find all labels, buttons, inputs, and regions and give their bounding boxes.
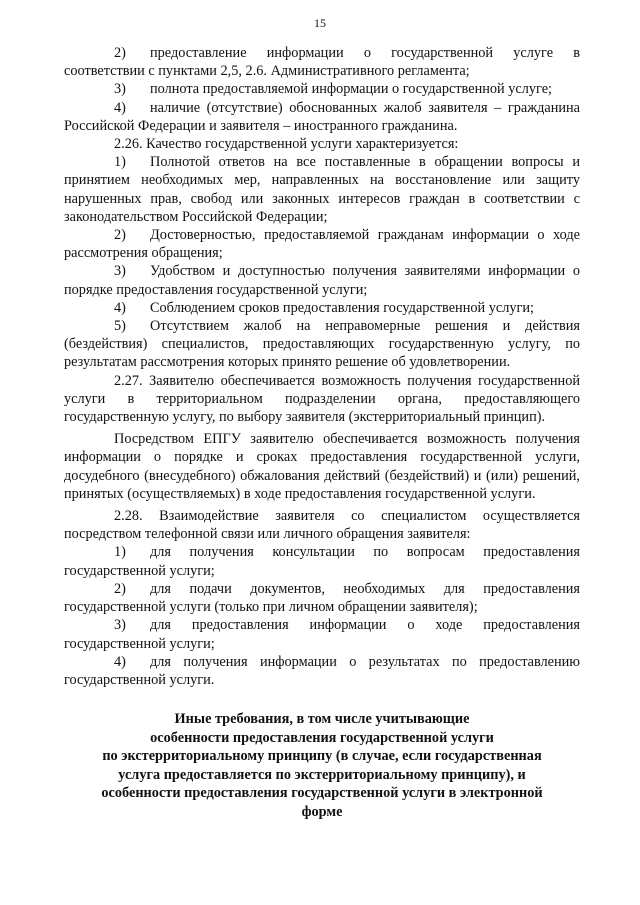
list-item-1-consultation: 1) для получения консультации по вопросам предоставления государственной услуги; — [64, 544, 580, 579]
list-item-2-info: 2) предоставление информации о государственной услуге в соответствии с пунктами 2,5, 2.6. Административного регламента; — [64, 45, 580, 80]
list-item-3-completeness: 3) полнота предоставляемой информации о государственной услуге; — [114, 81, 553, 98]
list-item-2-documents: 2) для подачи документов, необходимых для предоставления государственной услуги (только при личном обращении заявителя); — [64, 580, 580, 616]
page-number: 15 — [314, 16, 326, 30]
list-item-3-convenience: 3) Удобством и доступностью получения заявителями информации о порядке предоставления государственной услуги; — [64, 263, 580, 298]
heading-line: услуга предоставляется по экстерриториальному принципу), и — [118, 766, 526, 783]
heading-line: форме — [301, 803, 343, 820]
list-item-3-progress: 3) для предоставления информации о ходе предоставления государственной услуги; — [64, 617, 580, 652]
section-heading — [64, 710, 580, 822]
section-2-27: 2.27. Заявителю обеспечивается возможность получения государственной услуги в территориальном подразделении органа, предоставляющего государственную услугу, по выбору заявителя (экстерриториальный принцип). — [64, 372, 580, 426]
heading-line: особенности предоставления государственной услуги — [150, 729, 494, 746]
heading-line: особенности предоставления государственной услуги в электронной — [101, 785, 543, 802]
list-item-4-results: 4) для получения информации о результатах по предоставлению государственной услуги. — [64, 653, 580, 688]
epgu-paragraph: Посредством ЕПГУ заявителю обеспечивается возможность получения информации о порядке и сроках предоставления государственной услуги, досудебного (внесудебного) обжалования действий (бездействий) и (или) решений, принятых (осуществляемых) в ходе предоставления государственной услуги. — [64, 431, 580, 502]
section-2-28: 2.28. Взаимодействие заявителя со специалистом осуществляется посредством телефонной связи или личного обращения заявителя: — [64, 508, 580, 543]
list-item-5-no-complaints: 5) Отсутствием жалоб на неправомерные решения и действия (бездействия) специалистов, предоставляющих государственную услугу, по результатам рассмотрения которых принято решение об удовлетворении. — [64, 318, 580, 371]
list-item-1-answers: 1) Полнотой ответов на все поставленные в обращении вопросы и принятием необходимых мер, направленных на восстановление или защиту нарушенных прав, свобод или законных интересов граждан в соответствии с законодательством Российской Федерации; — [64, 154, 580, 225]
document-body — [64, 44, 580, 689]
list-item-2-accuracy: 2) Достоверностью, предоставляемой гражданам информации о ходе рассмотрения обращения; — [64, 227, 580, 262]
section-2-26: 2.26. Качество государственной услуги характеризуется: — [114, 136, 459, 153]
list-item-4-complaints: 4) наличие (отсутствие) обоснованных жалоб заявителя – гражданина Российской Федерации и заявителя – иностранного гражданина. — [64, 99, 580, 134]
list-item-4-deadlines: 4) Соблюдением сроков предоставления государственной услуги; — [114, 299, 534, 316]
heading-line: по экстерриториальному принципу (в случае, если государственная — [102, 748, 542, 765]
heading-line: Иные требования, в том числе учитывающие — [174, 711, 470, 727]
